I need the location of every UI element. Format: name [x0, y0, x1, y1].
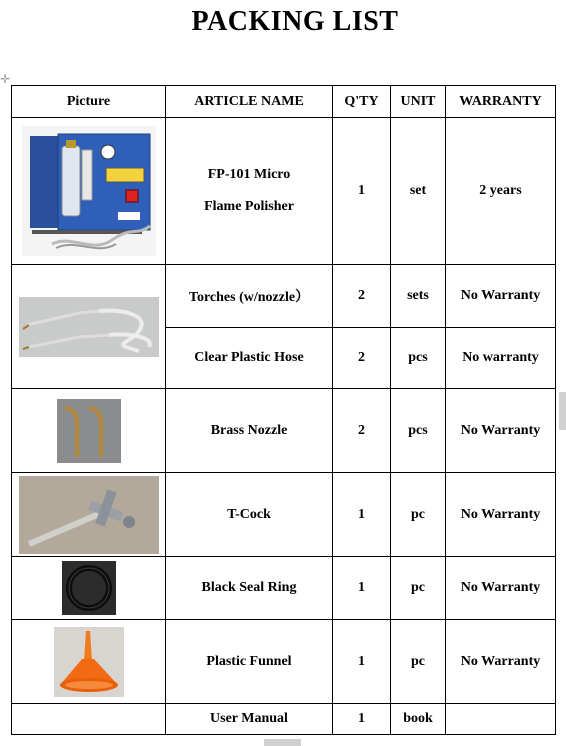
cell-warranty: No Warranty: [446, 389, 556, 473]
cell-unit: pc: [391, 473, 446, 557]
table-row: [12, 473, 556, 557]
table-row: [12, 704, 556, 735]
cell-qty: 1: [333, 620, 391, 704]
cell-unit: set: [391, 118, 446, 265]
header-unit: UNIT: [391, 86, 446, 118]
header-row: [12, 86, 556, 118]
cell-unit: pcs: [391, 389, 446, 473]
cell-picture: [12, 620, 166, 704]
cell-qty: 2: [333, 389, 391, 473]
table-row: [12, 265, 556, 328]
cell-qty: 1: [333, 704, 391, 735]
cell-picture: [12, 704, 166, 735]
table-row: [12, 389, 556, 473]
cell-qty: 1: [333, 118, 391, 265]
cell-article-name: Black Seal Ring: [166, 557, 333, 620]
header-article-name: ARTICLE NAME: [166, 86, 333, 118]
cell-qty: 1: [333, 473, 391, 557]
cell-warranty: [446, 704, 556, 735]
cell-warranty: No warranty: [446, 328, 556, 389]
cell-article-name: T-Cock: [166, 473, 333, 557]
t-cock-image: [19, 476, 159, 554]
torches-and-hose-image: [19, 297, 159, 357]
header-warranty: WARRANTY: [446, 86, 556, 118]
header-picture: Picture: [12, 86, 166, 118]
cell-unit: pc: [391, 557, 446, 620]
cell-unit: pc: [391, 620, 446, 704]
table-move-handle-icon[interactable]: ✛: [0, 72, 11, 86]
cell-warranty: No Warranty: [446, 265, 556, 328]
table-row: [12, 620, 556, 704]
cell-unit: sets: [391, 265, 446, 328]
packing-list-table: [11, 85, 556, 735]
cell-article-name: Plastic Funnel: [166, 620, 333, 704]
flame-polisher-machine-image: [22, 126, 156, 256]
cell-qty: 2: [333, 328, 391, 389]
cell-warranty: No Warranty: [446, 557, 556, 620]
cell-article-name: Clear Plastic Hose: [166, 328, 333, 389]
cell-picture: [12, 557, 166, 620]
black-seal-ring-image: [62, 561, 116, 615]
page-title: PACKING LIST: [191, 6, 399, 37]
cell-article-name: User Manual: [166, 704, 333, 735]
brass-nozzles-image: [57, 399, 121, 463]
cell-article-name: Brass Nozzle: [166, 389, 333, 473]
cell-article-name: Torches (w/nozzle）: [166, 265, 333, 328]
article-name-line2: Flame Polisher: [204, 199, 294, 214]
vertical-resize-handle[interactable]: [559, 392, 566, 430]
cell-qty: 2: [333, 265, 391, 328]
article-name-line1: FP-101 Micro: [207, 167, 291, 182]
plastic-funnel-image: [54, 627, 124, 697]
cell-picture: [12, 265, 166, 389]
cell-picture: [12, 473, 166, 557]
cell-qty: 1: [333, 557, 391, 620]
cell-warranty: 2 years: [446, 118, 556, 265]
cell-unit: book: [391, 704, 446, 735]
cell-article-name: [166, 118, 333, 265]
header-qty: Q'TY: [333, 86, 391, 118]
horizontal-resize-handle[interactable]: [264, 739, 301, 746]
cell-warranty: No Warranty: [446, 473, 556, 557]
cell-warranty: No Warranty: [446, 620, 556, 704]
table-row: [12, 118, 556, 265]
cell-picture: [12, 389, 166, 473]
cell-unit: pcs: [391, 328, 446, 389]
cell-picture: [12, 118, 166, 265]
table-row: [12, 557, 556, 620]
